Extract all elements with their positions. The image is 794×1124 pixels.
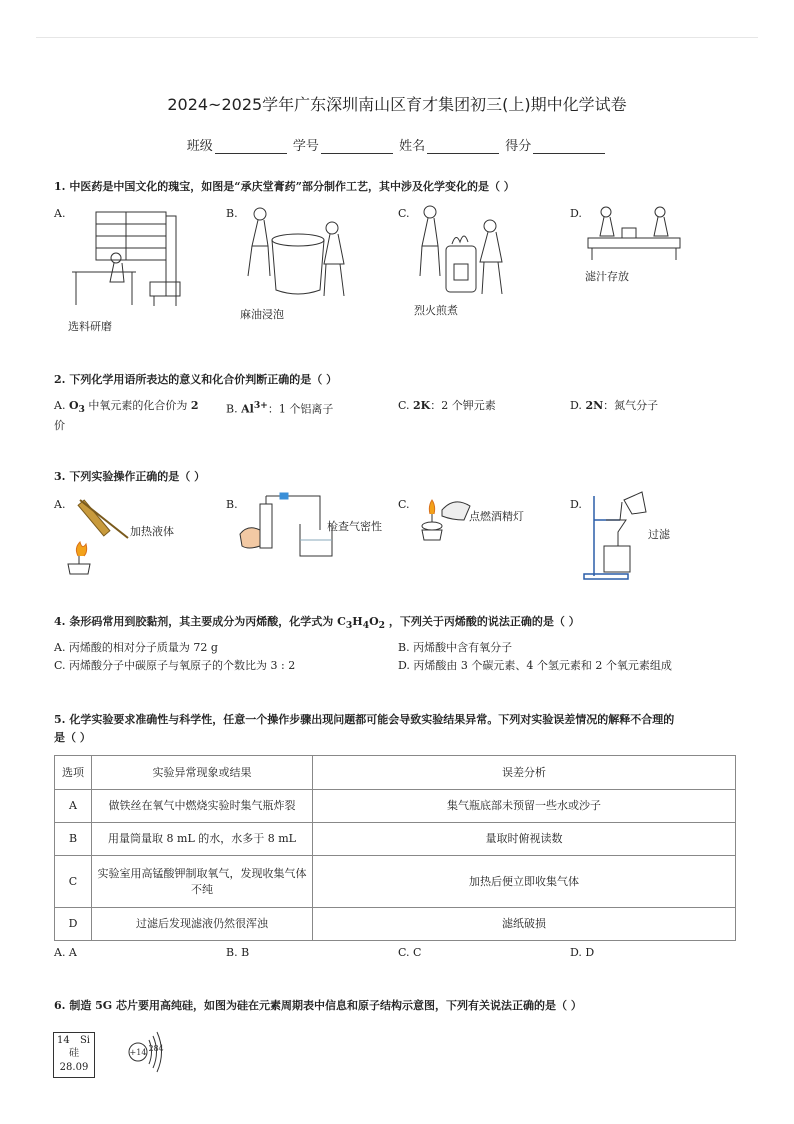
q4-option-a[interactable]: A. 丙烯酸的相对分子质量为 72 g: [54, 641, 218, 654]
number-label: 学号: [292, 139, 319, 154]
question-4-stem: [54, 613, 580, 635]
periodic-element-cell: [53, 1032, 95, 1078]
table-header-row: [55, 756, 736, 790]
table-cell: 滤纸破损: [313, 908, 736, 941]
name-label: 姓名: [399, 139, 426, 154]
q4-option-d[interactable]: D. 丙烯酸由 3 个碳元素、4 个氢元素和 2 个氧元素组成: [398, 659, 672, 672]
class-blank[interactable]: [215, 141, 287, 154]
table-header-cell: 误差分析: [313, 756, 736, 790]
table-header-cell: 选项: [55, 756, 92, 790]
table-cell: 用量筒量取 8 mL 的水，水多于 8 mL: [92, 823, 313, 856]
q1-option-c-letter: C.: [398, 207, 410, 220]
soaking-illustration: [240, 206, 350, 302]
q2-option-b-text: ：1 个铝离子: [267, 402, 334, 416]
q1-option-a-caption: 选料研磨: [68, 320, 112, 333]
question-2-stem: 2. 下列化学用语所表达的意义和化合价判断正确的是（ ）: [54, 373, 338, 386]
table-cell: 实验室用高锰酸钾制取氧气，发现收集气体不纯: [92, 856, 313, 908]
lighting-lamp-illustration: [412, 490, 472, 542]
q3-option-a-letter: A.: [54, 498, 66, 511]
q1-option-a-letter: A.: [54, 207, 66, 220]
question-3-stem: 3. 下列实验操作正确的是（ ）: [54, 470, 206, 483]
table-cell: 过滤后发现滤液仍然很浑浊: [92, 908, 313, 941]
q5-option-c[interactable]: C. C: [398, 946, 422, 959]
question-6-stem: 6. 制造 5G 芯片要用高纯硅，如图为硅在元素周期表中信息和原子结构示意图，下列有关说法正确的是（ ）: [54, 999, 582, 1012]
element-atomic-number: 14: [57, 1035, 70, 1046]
class-label: 班级: [186, 139, 213, 154]
table-cell: A: [55, 790, 92, 823]
q2-option-a[interactable]: [54, 398, 226, 434]
error-analysis-table: [54, 755, 736, 941]
question-1-stem: 1. 中医药是中国文化的瑰宝，如图是“承庆堂膏药”部分制作工艺，其中涉及化学变化的是（ ）: [54, 180, 515, 193]
score-label: 得分: [505, 139, 532, 154]
q2-option-c-formula: 2K: [413, 399, 431, 412]
q4-option-b[interactable]: B. 丙烯酸中含有氧分子: [398, 641, 513, 654]
table-cell: D: [55, 908, 92, 941]
table-cell: B: [55, 823, 92, 856]
q3-option-c-letter: C.: [398, 498, 410, 511]
q1-option-b-caption: 麻油浸泡: [240, 308, 284, 321]
grinding-illustration: [66, 210, 188, 322]
q3-option-d-letter: D.: [570, 498, 582, 511]
q2-option-b-letter: B.: [226, 402, 238, 416]
q1-option-c-caption: 烈火煎煮: [414, 304, 458, 317]
q2-option-c-letter: C.: [398, 399, 410, 412]
q1-option-b-letter: B.: [226, 207, 238, 220]
boiling-illustration: [412, 204, 512, 302]
q2-option-d-letter: D.: [570, 399, 582, 412]
q2-option-c-text: ：2 个钾元素: [430, 399, 496, 412]
q5-option-a[interactable]: A. A: [54, 946, 77, 959]
q2-option-a-value: 2: [190, 399, 199, 412]
table-row: [55, 823, 736, 856]
page-title: 2024~2025学年广东深圳南山区育才集团初三(上)期中化学试卷: [167, 95, 627, 114]
q3-option-a-caption: 加热液体: [130, 525, 174, 538]
q4-stem-post: ，下列关于丙烯酸的说法正确的是（ ）: [388, 615, 580, 628]
q2-option-d[interactable]: [570, 398, 658, 414]
q3-option-c-caption: 点燃酒精灯: [469, 510, 524, 523]
q2-option-a-letter: A.: [54, 399, 66, 412]
nucleus-charge: +14: [129, 1048, 147, 1057]
number-blank[interactable]: [321, 141, 393, 154]
q4-stem-pre: 4. 条形码常用到胶黏剂，其主要成分为丙烯酸，化学式为: [54, 615, 334, 628]
heating-liquid-illustration: [64, 498, 134, 576]
q4-option-c[interactable]: C. 丙烯酸分子中碳原子与氧原子的个数比为 3 : 2: [54, 659, 296, 672]
table-cell: C: [55, 856, 92, 908]
table-cell: 加热后便立即收集气体: [313, 856, 736, 908]
q2-option-d-formula: 2N: [585, 399, 604, 412]
q2-option-d-text: ：氮气分子: [603, 399, 659, 412]
element-atomic-mass: 28.09: [59, 1062, 89, 1073]
table-row: [55, 790, 736, 823]
filtering-illustration: [584, 206, 684, 264]
element-name: 硅: [69, 1048, 79, 1059]
table-header-cell: 实验异常现象或结果: [92, 756, 313, 790]
q2-option-c[interactable]: [398, 398, 496, 414]
q1-option-d-caption: 滤汁存放: [585, 270, 629, 283]
airtightness-check-illustration: [238, 490, 334, 562]
q3-option-b-letter: B.: [226, 498, 238, 511]
q2-option-a-text: 中氧元素的化合价为: [88, 399, 188, 412]
q5-option-d[interactable]: D. D: [570, 946, 595, 959]
header-rule: [36, 37, 758, 38]
filtration-illustration: [580, 490, 650, 582]
q2-option-b-charge: 3+: [253, 400, 268, 411]
element-symbol: Si: [79, 1035, 90, 1046]
shell-2-electrons: 8: [153, 1044, 159, 1053]
q2-option-a-tail: 价: [54, 419, 65, 433]
table-row: [55, 908, 736, 941]
table-cell: 量取时俯视读数: [313, 823, 736, 856]
table-row: [55, 856, 736, 908]
atom-structure-diagram: [124, 1030, 164, 1074]
q3-option-d-caption: 过滤: [648, 528, 670, 541]
q2-option-a-subscript: 3: [78, 404, 85, 416]
score-blank[interactable]: [533, 141, 605, 154]
question-5-stem-line1: 5. 化学实验要求准确性与科学性，任意一个操作步骤出现问题都可能会导致实验结果异常。下列对实验误差情况的解释不合理的: [54, 713, 675, 726]
q2-option-a-formula: O: [68, 399, 79, 412]
table-cell: 做铁丝在氧气中燃烧实验时集气瓶炸裂: [92, 790, 313, 823]
q2-option-b[interactable]: [226, 398, 333, 418]
q2-option-b-formula: Al: [241, 402, 254, 416]
q1-option-d-letter: D.: [570, 207, 582, 220]
question-5-stem-line2: 是（ ）: [54, 731, 91, 744]
shell-3-electrons: 4: [158, 1044, 164, 1053]
name-blank[interactable]: [427, 141, 499, 154]
q4-formula: $C_3H_4O_2$: [337, 615, 386, 632]
table-cell: 集气瓶底部未预留一些水或沙子: [313, 790, 736, 823]
q5-option-b[interactable]: B. B: [226, 946, 250, 959]
shell-1-electrons: 2: [148, 1044, 154, 1053]
student-info-line: [0, 135, 794, 154]
q3-option-b-caption: 检查气密性: [327, 520, 382, 533]
